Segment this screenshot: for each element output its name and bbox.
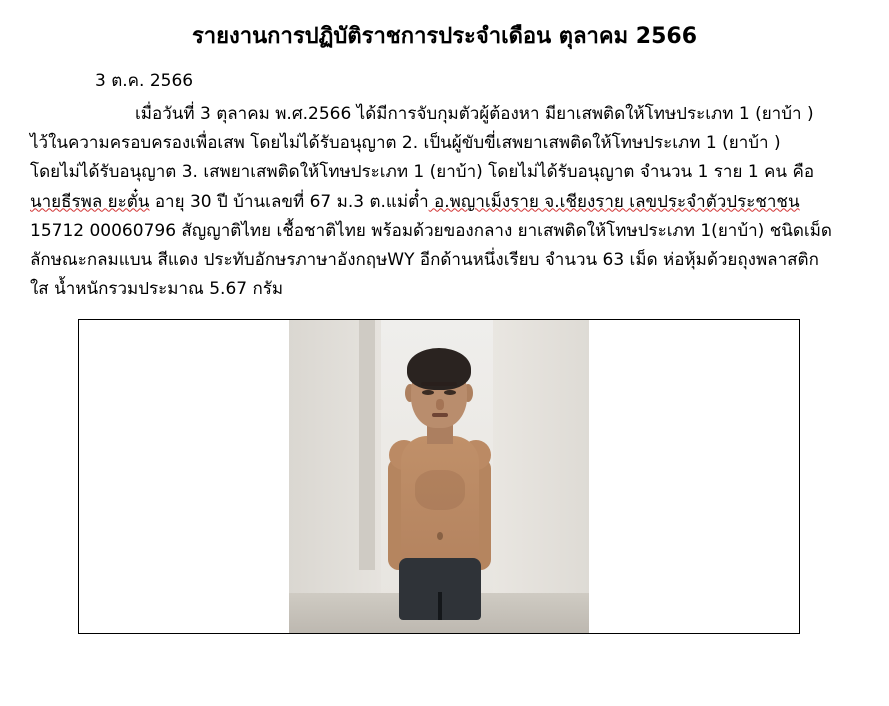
body-line-3: โดยไม่ได้รับอนุญาต 3. เสพยาเสพติดให้โทษประเภท 1 (ยาบ้า) โดยไม่ได้รับอนุญาต จำนวน 1 ราย 1 คน คือ: [30, 162, 815, 183]
body-line-4-end: อ.พญาเม็งราย จ.เชียงราย เลขประจำตัวประชาชน: [428, 191, 800, 212]
photo-navel: [437, 532, 443, 540]
evidence-photo-frame: [78, 319, 800, 634]
photo-shorts-split: [438, 592, 442, 620]
photo-wall-right: [493, 320, 589, 633]
photo-eye-right: [444, 390, 456, 395]
report-body: [30, 100, 859, 305]
photo-door-frame: [359, 320, 375, 570]
body-line-1: เมื่อวันที่ 3 ตุลาคม พ.ศ.2566 ได้มีการจับกุมตัวผู้ต้องหา มียาเสพติดให้โทษประเภท 1 (ยาบ้า ): [135, 104, 814, 124]
report-date: 3 ต.ค. 2566: [95, 71, 194, 91]
body-line-4-name: นายธีรพล ยะตั๋น: [30, 191, 150, 212]
suspect-photo: [289, 320, 589, 633]
page-title: รายงานการปฏิบัติราชการประจำเดือน ตุลาคม 2566: [191, 24, 698, 49]
photo-chest-shading: [415, 470, 465, 510]
body-line-4-mid: อายุ 30 ปี บ้านเลขที่ 67 ม.3 ต.แม่ต๋ำ: [149, 191, 429, 212]
body-line-7: ใส น้ำหนักรวมประมาณ 5.67 กรัม: [30, 279, 284, 300]
photo-mouth: [432, 413, 448, 417]
body-line-2: ไว้ในความครอบครองเพื่อเสพ โดยไม่ได้รับอนุญาต 2. เป็นผู้ขับขี่เสพยาเสพติดให้โทษประเภท 1 (ยาบ้า ): [30, 133, 781, 154]
photo-eye-left: [422, 390, 434, 395]
document-page: [0, 18, 889, 706]
photo-eyebrows: [421, 382, 457, 386]
body-line-6: ลักษณะกลมแบน สีแดง ประทับอักษรภาษาอังกฤษWY อีกด้านหนึ่งเรียบ จำนวน 63 เม็ด ห่อหุ้มด้วยถุงพลาสติก: [30, 250, 819, 271]
body-line-5: 15712 00060796 สัญญาติไทย เชื้อชาติไทย พร้อมด้วยของกลาง ยาเสพติดให้โทษประเภท 1(ยาบ้า) ชนิดเม็ด: [30, 220, 832, 241]
photo-nose: [436, 399, 444, 410]
